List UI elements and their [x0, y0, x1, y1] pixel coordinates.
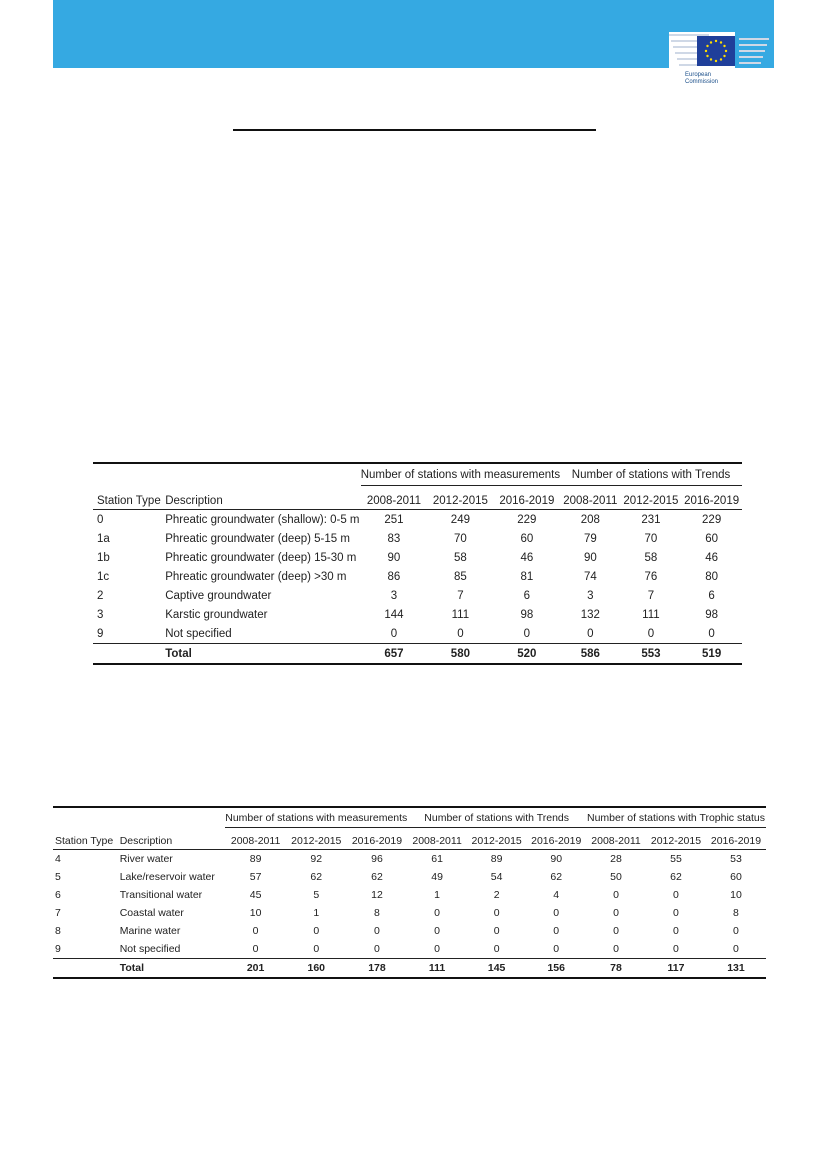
- table-row: [93, 510, 742, 530]
- eu-flag-icon: [663, 26, 773, 72]
- value-cell: 0: [673, 943, 679, 955]
- value-cell: 0: [434, 925, 440, 937]
- value-cell: 81: [520, 570, 534, 583]
- description-cell: Lake/reservoir water: [119, 871, 215, 883]
- value-cell: 0: [313, 925, 320, 937]
- col-year: 2008-2011: [225, 828, 286, 850]
- total-value-cell: 201: [225, 959, 286, 979]
- total-value-cell: 586: [560, 644, 620, 665]
- group-header: Number of stations with Trophic status: [586, 807, 766, 828]
- value-cell: 98: [705, 608, 719, 621]
- col-description: Description: [165, 486, 361, 510]
- value-cell: 0: [613, 889, 619, 901]
- description-cell: Phreatic groundwater (deep) >30 m: [165, 570, 347, 583]
- col-year: 2016-2019: [526, 828, 586, 850]
- column-header-row: [53, 828, 766, 850]
- value-cell: 0: [374, 943, 380, 955]
- value-cell: 58: [644, 551, 658, 564]
- total-value-cell: 156: [526, 959, 586, 979]
- value-cell: 0: [553, 925, 560, 937]
- value-cell: 62: [550, 871, 563, 883]
- total-value-cell: 580: [427, 644, 493, 665]
- value-cell: 89: [490, 853, 503, 865]
- col-year: 2016-2019: [681, 486, 742, 510]
- value-cell: 50: [610, 871, 622, 883]
- value-cell: 251: [384, 513, 404, 526]
- value-cell: 0: [613, 943, 619, 955]
- value-cell: 249: [450, 513, 470, 526]
- value-cell: 90: [583, 551, 597, 564]
- value-cell: 0: [613, 907, 619, 919]
- station-type-cell: 1c: [97, 570, 110, 583]
- col-year: 2008-2011: [560, 486, 620, 510]
- value-cell: 0: [673, 925, 679, 937]
- value-cell: 62: [371, 871, 383, 883]
- station-type-cell: 4: [55, 853, 61, 865]
- value-cell: 80: [705, 570, 719, 583]
- col-year: 2008-2011: [361, 486, 427, 510]
- description-cell: Phreatic groundwater (deep) 15-30 m: [165, 551, 357, 564]
- table-row: [53, 940, 766, 959]
- value-cell: 7: [457, 589, 464, 602]
- value-cell: 5: [313, 889, 320, 901]
- col-station-type: Station Type: [53, 828, 120, 850]
- groundwater-stations-table: [93, 462, 742, 665]
- value-cell: 6: [523, 589, 531, 602]
- value-cell: 0: [553, 943, 560, 955]
- value-cell: 61: [431, 853, 443, 865]
- table-row: [93, 529, 742, 548]
- value-cell: 229: [517, 513, 537, 526]
- value-cell: 0: [733, 925, 739, 937]
- value-cell: 85: [453, 570, 467, 583]
- value-cell: 46: [520, 551, 534, 564]
- station-type-cell: 8: [55, 925, 61, 937]
- station-type-cell: 0: [97, 513, 104, 526]
- value-cell: 8: [733, 907, 739, 919]
- description-cell: Not specified: [119, 943, 181, 955]
- total-value-cell: 78: [586, 959, 646, 979]
- value-cell: 0: [390, 627, 398, 640]
- station-type-cell: 1b: [97, 551, 110, 564]
- total-value-cell: 145: [467, 959, 527, 979]
- description-cell: Marine water: [119, 925, 181, 937]
- group-header-row: [93, 463, 742, 486]
- total-value-cell: 519: [681, 644, 742, 665]
- col-year: 2008-2011: [586, 828, 646, 850]
- col-year: 2016-2019: [494, 486, 560, 510]
- total-value-cell: 178: [347, 959, 408, 979]
- value-cell: 0: [493, 925, 500, 937]
- value-cell: 4: [553, 889, 560, 901]
- value-cell: 0: [493, 943, 500, 955]
- value-cell: 86: [387, 570, 401, 583]
- group-header: Number of stations with measurements: [225, 807, 407, 828]
- value-cell: 0: [252, 943, 259, 955]
- table-row: [93, 567, 742, 586]
- value-cell: 0: [493, 907, 500, 919]
- value-cell: 3: [587, 589, 594, 602]
- value-cell: 111: [642, 608, 660, 621]
- value-cell: 7: [647, 589, 655, 602]
- value-cell: 70: [453, 532, 467, 545]
- group-header: Number of stations with measurements: [361, 463, 560, 486]
- col-year: 2012-2015: [427, 486, 493, 510]
- station-type-cell: 3: [97, 608, 104, 621]
- value-cell: 49: [431, 871, 443, 883]
- station-type-cell: 9: [97, 627, 104, 640]
- value-cell: 57: [249, 871, 262, 883]
- group-header-row: [53, 807, 766, 828]
- value-cell: 0: [733, 943, 739, 955]
- value-cell: 1: [313, 907, 320, 919]
- value-cell: 111: [451, 608, 470, 621]
- value-cell: 53: [730, 853, 742, 865]
- col-description: Description: [120, 828, 226, 850]
- total-label: Total: [165, 644, 361, 665]
- table-row: [53, 904, 766, 922]
- total-value-cell: 117: [646, 959, 706, 979]
- value-cell: 0: [434, 907, 440, 919]
- value-cell: 208: [580, 513, 600, 526]
- value-cell: 229: [702, 513, 722, 526]
- value-cell: 0: [374, 925, 380, 937]
- total-value-cell: 160: [286, 959, 347, 979]
- value-cell: 62: [310, 871, 323, 883]
- table-row: [53, 886, 766, 904]
- logo-line-2: Commission: [685, 79, 719, 85]
- value-cell: 0: [613, 925, 619, 937]
- value-cell: 10: [249, 907, 262, 919]
- value-cell: 0: [708, 627, 715, 640]
- value-cell: 0: [434, 943, 440, 955]
- value-cell: 0: [523, 627, 531, 640]
- value-cell: 55: [670, 853, 682, 865]
- col-station-type: Station Type: [93, 486, 165, 510]
- col-year: 2012-2015: [621, 486, 682, 510]
- value-cell: 46: [705, 551, 719, 564]
- table-row: [93, 605, 742, 624]
- description-cell: Coastal water: [119, 907, 184, 919]
- total-value-cell: 520: [494, 644, 560, 665]
- value-cell: 60: [520, 532, 534, 545]
- value-cell: 0: [457, 627, 464, 640]
- value-cell: 83: [387, 532, 401, 545]
- value-cell: 231: [641, 513, 661, 526]
- value-cell: 0: [587, 627, 594, 640]
- description-cell: Captive groundwater: [165, 589, 272, 602]
- value-cell: 8: [374, 907, 380, 919]
- value-cell: 90: [387, 551, 401, 564]
- table-row: [93, 548, 742, 567]
- value-cell: 96: [371, 853, 383, 865]
- value-cell: 45: [249, 889, 262, 901]
- description-cell: Phreatic groundwater (deep) 5-15 m: [165, 532, 350, 545]
- table-row: [53, 922, 766, 940]
- table-row: [93, 586, 742, 605]
- total-value-cell: 657: [361, 644, 427, 665]
- value-cell: 89: [249, 853, 262, 865]
- col-year: 2016-2019: [706, 828, 766, 850]
- title-underline: [233, 129, 596, 131]
- total-value-cell: 553: [621, 644, 682, 665]
- value-cell: 0: [313, 943, 320, 955]
- total-row: [93, 644, 742, 665]
- surface-water-stations-table: [53, 806, 766, 979]
- value-cell: 28: [610, 853, 622, 865]
- column-header-row: [93, 486, 742, 510]
- value-cell: 62: [670, 871, 682, 883]
- total-value-cell: 131: [706, 959, 766, 979]
- table-row: [53, 868, 766, 886]
- value-cell: 98: [520, 608, 534, 621]
- value-cell: 144: [384, 608, 404, 621]
- value-cell: 79: [583, 532, 597, 545]
- col-year: 2012-2015: [467, 828, 527, 850]
- description-cell: Transitional water: [119, 889, 203, 901]
- station-type-cell: 9: [55, 943, 61, 955]
- value-cell: 2: [493, 889, 500, 901]
- value-cell: 90: [550, 853, 563, 865]
- value-cell: 0: [673, 907, 679, 919]
- total-value-cell: 111: [407, 959, 467, 979]
- description-cell: Phreatic groundwater (shallow): 0-5 m: [165, 513, 360, 526]
- value-cell: 6: [708, 589, 715, 602]
- table-row: [93, 624, 742, 644]
- value-cell: 3: [390, 589, 398, 602]
- total-row: [53, 959, 766, 979]
- description-cell: Karstic groundwater: [165, 608, 268, 621]
- value-cell: 54: [490, 871, 503, 883]
- station-type-cell: 2: [97, 589, 104, 602]
- station-type-cell: 1a: [97, 532, 110, 545]
- value-cell: 74: [583, 570, 597, 583]
- station-type-cell: 6: [55, 889, 61, 901]
- col-year: 2016-2019: [347, 828, 408, 850]
- description-cell: River water: [119, 853, 173, 865]
- european-commission-logo: [663, 26, 773, 94]
- total-label: Total: [120, 959, 226, 979]
- value-cell: 0: [553, 907, 560, 919]
- value-cell: 60: [705, 532, 719, 545]
- value-cell: 0: [673, 889, 679, 901]
- value-cell: 0: [647, 627, 655, 640]
- logo-line-1: European: [685, 72, 712, 78]
- table-row: [53, 850, 766, 869]
- group-header: Number of stations with Trends: [560, 463, 742, 486]
- value-cell: 10: [730, 889, 742, 901]
- value-cell: 92: [310, 853, 323, 865]
- value-cell: 60: [730, 871, 742, 883]
- value-cell: 0: [252, 925, 259, 937]
- col-year: 2012-2015: [646, 828, 706, 850]
- station-type-cell: 7: [55, 907, 61, 919]
- value-cell: 132: [580, 608, 600, 621]
- value-cell: 58: [453, 551, 467, 564]
- col-year: 2008-2011: [407, 828, 467, 850]
- value-cell: 12: [371, 889, 383, 901]
- value-cell: 1: [434, 889, 440, 901]
- value-cell: 70: [644, 532, 658, 545]
- station-type-cell: 5: [55, 871, 61, 883]
- col-year: 2012-2015: [286, 828, 347, 850]
- value-cell: 76: [644, 570, 658, 583]
- logo-text: [685, 72, 718, 86]
- group-header: Number of stations with Trends: [407, 807, 586, 828]
- description-cell: Not specified: [165, 627, 232, 640]
